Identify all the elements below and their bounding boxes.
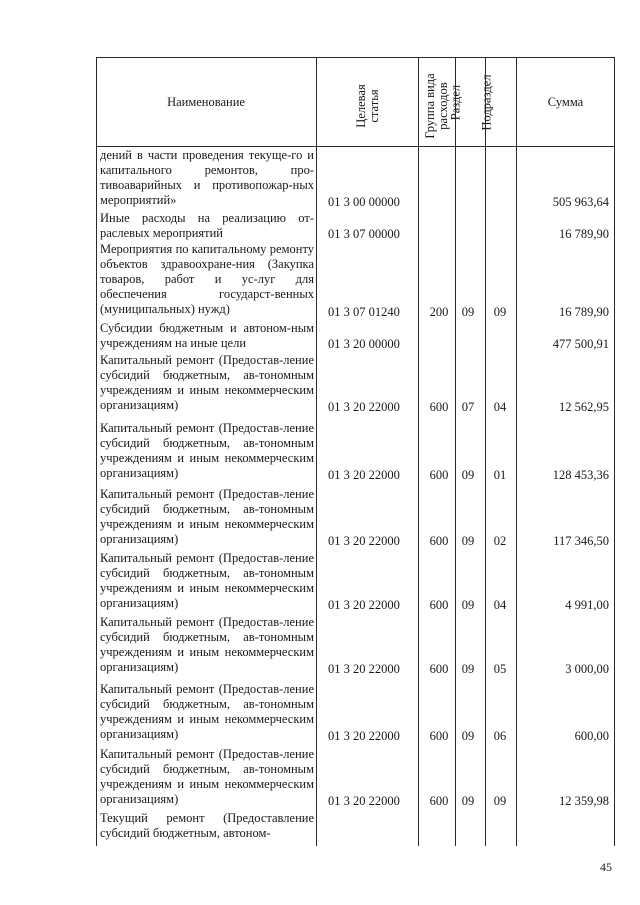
row-sum: 128 453,36 — [552, 468, 609, 482]
row-sum: 16 789,90 — [559, 227, 609, 241]
row-name: Капитальный ремонт (Предостав-ление субсидий бюджетным, ав-тономным учреждениям и иным некоммерческим организациям) — [100, 421, 314, 481]
row-name: Капитальный ремонт (Предостав-ление субсидий бюджетным, ав-тономным учреждениям и иным некоммерческим организациям) — [100, 747, 314, 807]
row-subsection: 01 — [493, 468, 507, 482]
header-subsection: Подраздел — [479, 74, 494, 131]
row-name: Капитальный ремонт (Предостав-ление субсидий бюджетным, ав-тономным учреждениям и иным некоммерческим организациям) — [100, 551, 314, 611]
row-section: 09 — [461, 729, 475, 743]
row-name: Мероприятия по капитальному ремонту объектов здравоохране-ния (Закупка товаров, работ и ус-луг для обеспечения государст-венных (муниципальных) нужд) — [100, 242, 314, 317]
row-sum: 505 963,64 — [552, 195, 609, 209]
row-section: 09 — [461, 662, 475, 676]
row-subsection: 02 — [493, 534, 507, 548]
row-group: 600 — [429, 729, 449, 743]
row-section: 09 — [461, 794, 475, 808]
row-name: Капитальный ремонт (Предостав-ление субсидий бюджетным, ав-тономным учреждениям и иным некоммерческим организациям) — [100, 353, 314, 413]
row-code: 01 3 00 00000 — [328, 195, 400, 209]
row-name: Капитальный ремонт (Предостав-ление субсидий бюджетным, ав-тономным учреждениям и иным некоммерческим организациям) — [100, 615, 314, 675]
row-subsection: 04 — [493, 400, 507, 414]
row-code: 01 3 20 22000 — [328, 400, 400, 414]
row-subsection: 06 — [493, 729, 507, 743]
row-subsection: 05 — [493, 662, 507, 676]
row-group: 600 — [429, 400, 449, 414]
page-number: 45 — [600, 860, 612, 874]
column-divider — [485, 57, 486, 846]
header-expense-group: Группа вида расходов — [423, 73, 450, 139]
row-sum: 12 562,95 — [559, 400, 609, 414]
row-code: 01 3 20 00000 — [328, 337, 400, 351]
header-sum: Сумма — [547, 95, 584, 109]
row-name: Текущий ремонт (Предоставление субсидий бюджетным, автоном- — [100, 811, 314, 841]
row-name: Субсидии бюджетным и автоном-ным учреждениям на иные цели — [100, 321, 314, 351]
row-group: 200 — [429, 305, 449, 319]
row-group: 600 — [429, 598, 449, 612]
row-subsection: 04 — [493, 598, 507, 612]
row-section: 07 — [461, 400, 475, 414]
row-subsection: 09 — [493, 305, 507, 319]
row-sum: 16 789,90 — [559, 305, 609, 319]
column-divider — [418, 57, 419, 846]
row-sum: 117 346,50 — [553, 534, 609, 548]
row-section: 09 — [461, 534, 475, 548]
row-code: 01 3 20 22000 — [328, 662, 400, 676]
header-name: Наименование — [167, 95, 245, 109]
row-section: 09 — [461, 305, 475, 319]
row-code: 01 3 20 22000 — [328, 794, 400, 808]
row-sum: 3 000,00 — [565, 662, 609, 676]
header-section: Раздел — [448, 84, 463, 121]
column-divider — [316, 57, 317, 846]
column-divider — [516, 57, 517, 846]
row-name: дений в части проведения текуще-го и капитального ремонтов, про-тивоаварийных и противопожар-ных мероприятий» — [100, 148, 314, 208]
row-sum: 477 500,91 — [552, 337, 609, 351]
row-code: 01 3 20 22000 — [328, 598, 400, 612]
row-group: 600 — [429, 794, 449, 808]
row-group: 600 — [429, 662, 449, 676]
row-group: 600 — [429, 468, 449, 482]
row-code: 01 3 20 22000 — [328, 468, 400, 482]
row-group: 600 — [429, 534, 449, 548]
row-name: Капитальный ремонт (Предостав-ление субсидий бюджетным, ав-тономным учреждениям и иным некоммерческим организациям) — [100, 682, 314, 742]
row-name: Капитальный ремонт (Предостав-ление субсидий бюджетным, ав-тономным учреждениям и иным некоммерческим организациям) — [100, 487, 314, 547]
row-sum: 600,00 — [574, 729, 609, 743]
row-section: 09 — [461, 468, 475, 482]
row-code: 01 3 20 22000 — [328, 729, 400, 743]
row-code: 01 3 20 22000 — [328, 534, 400, 548]
row-sum: 12 359,98 — [559, 794, 609, 808]
column-divider — [455, 57, 456, 846]
row-code: 01 3 07 00000 — [328, 227, 400, 241]
row-section: 09 — [461, 598, 475, 612]
row-subsection: 09 — [493, 794, 507, 808]
row-name: Иные расходы на реализацию от-раслевых мероприятий — [100, 211, 314, 241]
header-target-article: Целевая статья — [354, 84, 381, 128]
row-code: 01 3 07 01240 — [328, 305, 400, 319]
row-sum: 4 991,00 — [565, 598, 609, 612]
